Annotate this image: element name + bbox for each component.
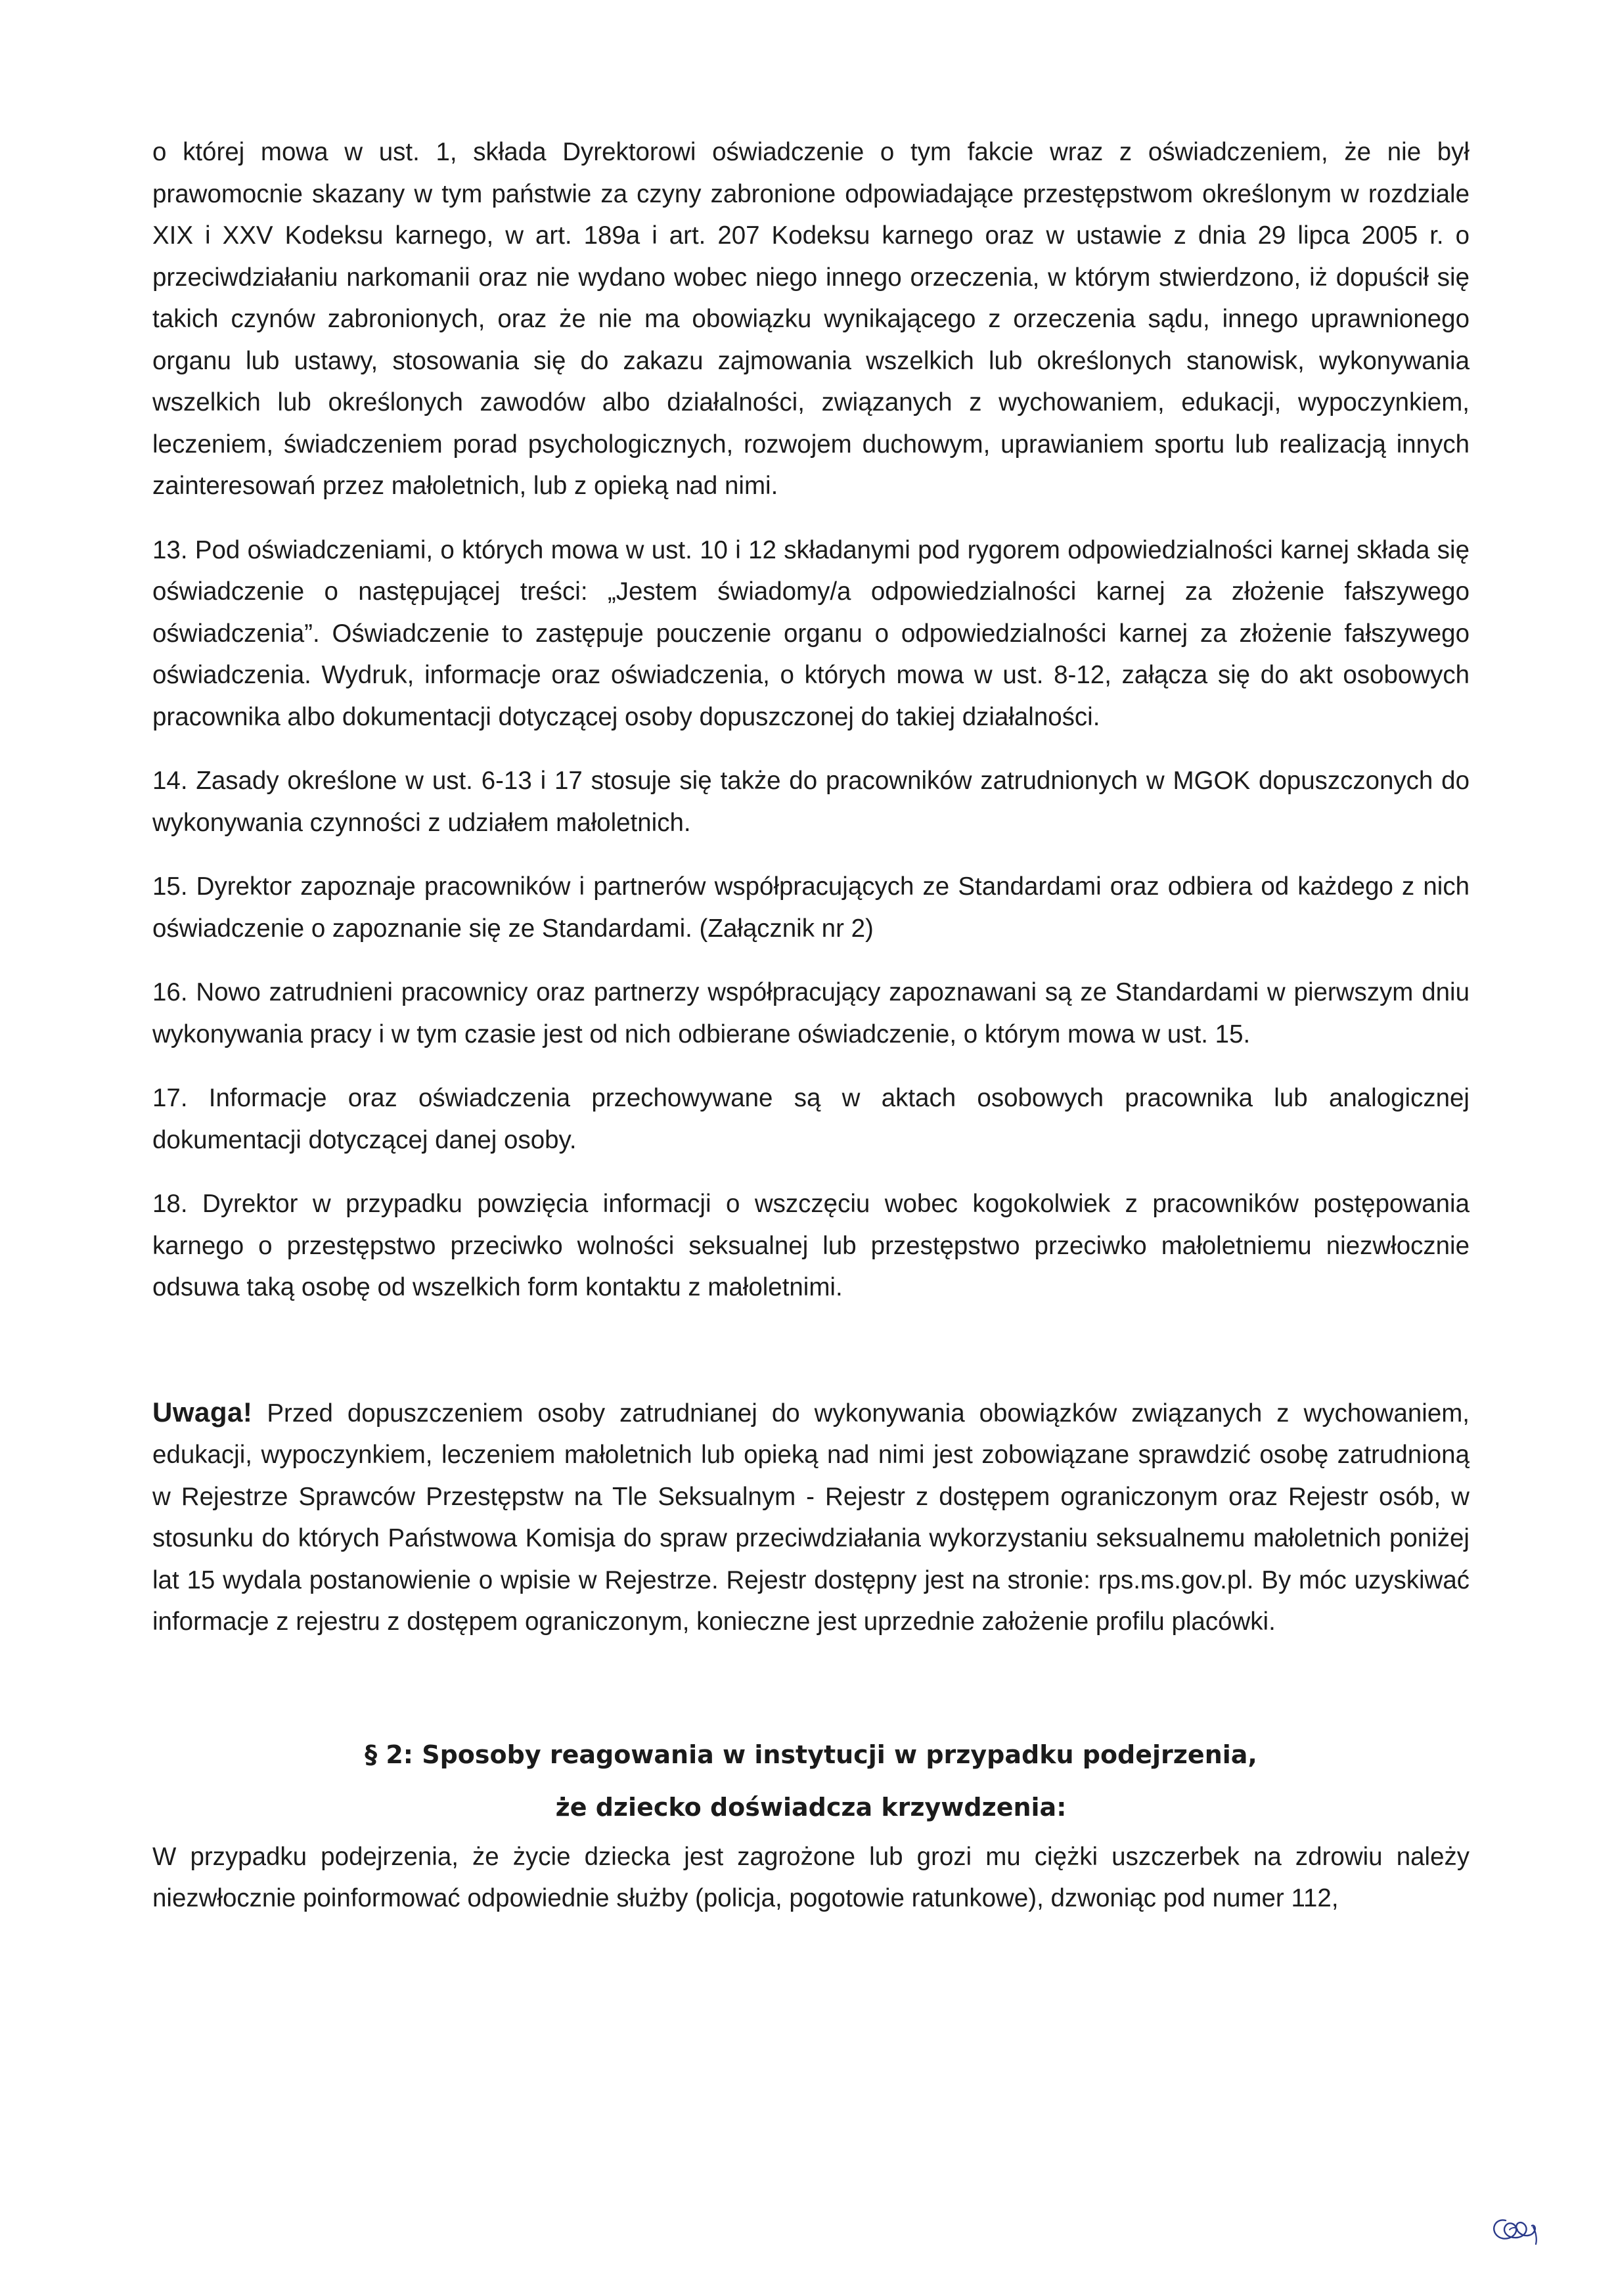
warning-label: Uwaga!: [152, 1396, 253, 1428]
handwritten-initials-icon: [1483, 2201, 1549, 2253]
spacer: [152, 1331, 1470, 1391]
paragraph-15: 15. Dyrektor zapoznaje pracowników i partnerów współpracujących ze Standardami oraz odbiera od każdego z nich oświadczenie o zapoznanie się ze Standardami. (Załącznik nr 2): [152, 872, 1470, 943]
paragraph-13: 13. Pod oświadczeniami, o których mowa w ust. 10 i 12 składanymi pod rygorem odpowiedzialności karnej składa się oświadczenie o następującej treści: „Jestem świadomy/a odpowiedzialności karnej za złożenie fałszywego oświadczenia”. Oświadczenie to zastępuje pouczenie organu o odpowiedzialności karnej za złożenie fałszywego oświadczenia. Wydruk, informacje oraz oświadczenia, o których mowa w ust. 8-12, załącza się do akt osobowych pracownika albo dokumentacji dotyczącej osoby dopuszczonej do takiej działalności.: [152, 535, 1470, 731]
spacer: [152, 1643, 1470, 1728]
section-heading-line-1: § 2: Sposoby reagowania w instytucji w przypadku podejrzenia,: [365, 1740, 1257, 1769]
paragraph-17: 17. Informacje oraz oświadczenia przechowywane są w aktach osobowych pracownika lub analogicznej dokumentacji dotyczącej danej osoby.: [152, 1084, 1470, 1154]
section-intro-paragraph: W przypadku podejrzenia, że życie dziecka jest zagrożone lub grozi mu ciężki uszczerbek na zdrowiu należy niezwłocznie poinformować odpowiednie służby (policja, pogotowie ratunkowe), dzwoniąc pod numer 112,: [152, 1842, 1470, 1912]
section-heading: [152, 1728, 1470, 1834]
paragraph-16: 16. Nowo zatrudnieni pracownicy oraz partnerzy współpracujący zapoznawani są ze Standardami w pierwszym dniu wykonywania pracy i w tym czasie jest od nich odbierane oświadczenie, o którym mowa w ust. 15.: [152, 978, 1470, 1048]
paragraph-18: 18. Dyrektor w przypadku powzięcia informacji o wszczęciu wobec kogokolwiek z pracowników postępowania karnego o przestępstwo przeciwko wolności seksualnej lub przestępstwo przeciwko małoletniemu niezwłocznie odsuwa taką osobę od wszelkich form kontaktu z małoletnimi.: [152, 1190, 1470, 1301]
warning-note: [152, 1391, 1470, 1643]
paragraph-continuation: o której mowa w ust. 1, składa Dyrektorowi oświadczenie o tym fakcie wraz z oświadczeniem, że nie był prawomocnie skazany w tym państwie za czyny zabronione odpowiadające przestępstwom określonym w rozdziale XIX i XXV Kodeksu karnego, w art. 189a i art. 207 Kodeksu karnego oraz w ustawie z dnia 29 lipca 2005 r. o przeciwdziałaniu narkomanii oraz nie wydano wobec niego innego orzeczenia, w którym stwierdzono, iż dopuścił się takich czynów zabronionych, oraz że nie ma obowiązku wynikającego z orzeczenia sądu, innego uprawnionego organu lub ustawy, stosowania się do zakazu zajmowania wszelkich lub określonych stanowisk, wykonywania wszelkich lub określonych zawodów albo działalności, związanych z wychowaniem, edukacji, wypoczynkiem, leczeniem, świadczeniem porad psychologicznych, rozwojem duchowym, uprawianiem sportu lub realizacją innych zainteresowań przez małoletnich, lub z opieką nad nimi.: [152, 138, 1470, 500]
section-heading-line-2: że dziecko doświadcza krzywdzenia:: [555, 1792, 1067, 1822]
warning-text: Przed dopuszczeniem osoby zatrudnianej do wykonywania obowiązków związanych z wychowaniem, edukacji, wypoczynkiem, leczeniem małoletnich lub opieką nad nimi jest zobowiązane sprawdzić osobę zatrudnioną w Rejestrze Sprawców Przestępstw na Tle Seksualnym - Rejestr z dostępem ograniczonym oraz Rejestr osób, w stosunku do których Państwowa Komisja do spraw przeciwdziałania wykorzystaniu seksualnemu małoletnich poniżej lat 15 wydala postanowienie o wpisie w Rejestrze. Rejestr dostępny jest na stronie: rps.ms.gov.pl. By móc uzyskiwać informacje z rejestru z dostępem ograniczonym, konieczne jest uprzednie założenie profilu placówki.: [152, 1399, 1470, 1636]
document-page: [152, 131, 1470, 1920]
paragraph-14: 14. Zasady określone w ust. 6-13 i 17 stosuje się także do pracowników zatrudnionych w MGOK dopuszczonych do wykonywania czynności z udziałem małoletnich.: [152, 767, 1470, 837]
